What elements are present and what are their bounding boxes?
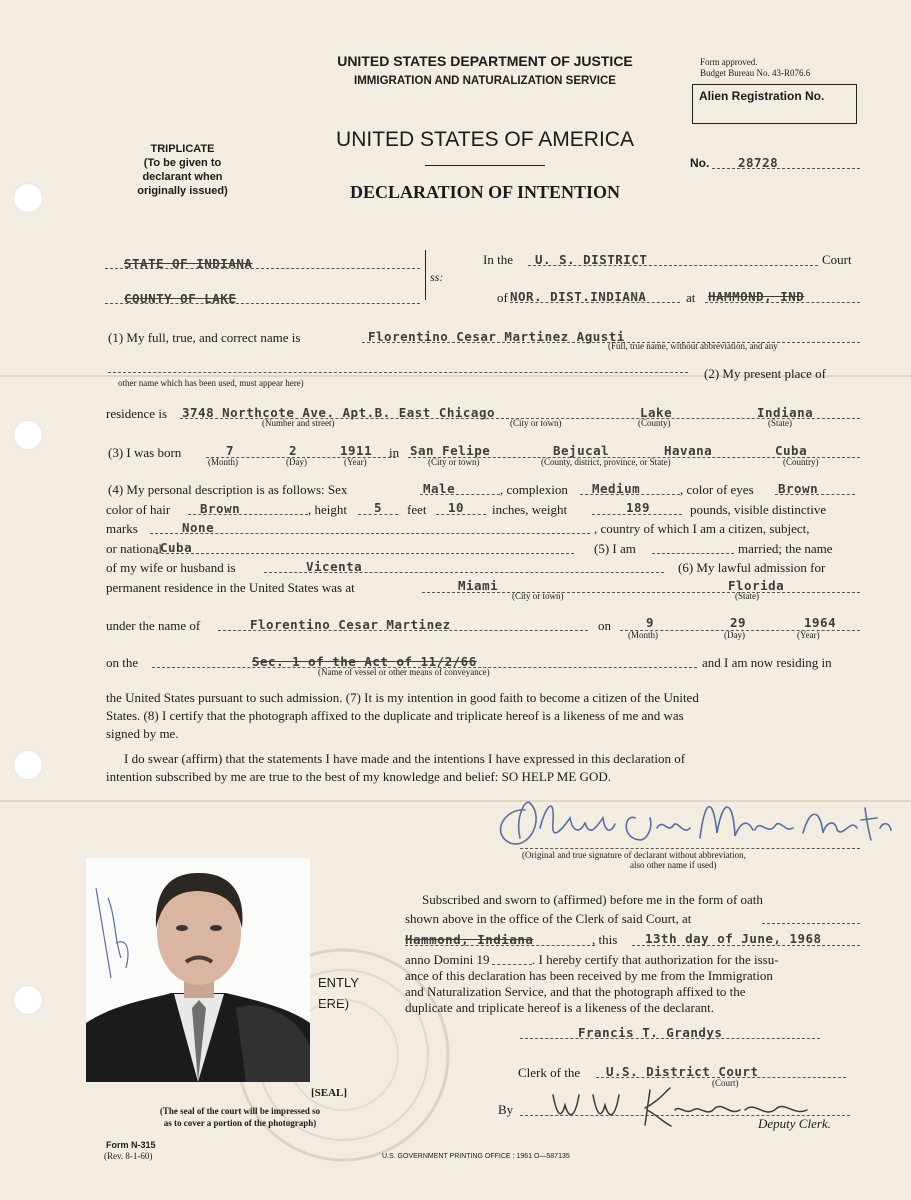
admit-year-value: 1964	[804, 615, 837, 630]
caption-admit-year: (Year)	[797, 630, 820, 640]
feet-value: 5	[374, 500, 383, 515]
district-value: NOR. DIST.INDIANA	[510, 289, 647, 304]
sworn-line: and Naturalization Service, and that the photograph affixed to the	[405, 984, 746, 999]
married-label: (5) I am	[594, 541, 636, 556]
national-line	[156, 553, 574, 554]
weight-label: inches, weight	[492, 502, 568, 517]
service-heading: IMMIGRATION AND NATURALIZATION SERVICE	[354, 75, 616, 87]
under-name-label: under the name of	[106, 618, 201, 633]
printing-office: U.S. GOVERNMENT PRINTING OFFICE : 1961 O—587135	[382, 1153, 570, 1160]
spouse-label: of my wife or husband is	[106, 560, 236, 575]
caption-admit-day: (Day)	[724, 630, 745, 640]
other-name-caption: other name which has been used, must appear here)	[118, 378, 304, 388]
in-label: in	[389, 445, 400, 460]
sworn-line: duplicate and triplicate hereof is a likeness of the declarant.	[405, 1000, 714, 1015]
city-value: HAMMOND, IND	[708, 289, 805, 304]
court-label: Court	[822, 252, 852, 267]
by-label: By	[498, 1102, 514, 1117]
signature-caption: (Original and true signature of declarant without abbreviation,	[522, 850, 746, 860]
county-value: COUNTY OF LAKE	[124, 291, 237, 306]
clerk-court-value: U.S. District Court	[606, 1064, 759, 1079]
residence-county-value: Lake	[640, 405, 673, 420]
permanent-residence-label: permanent residence in the United States was at	[106, 580, 355, 595]
inches-value: 10	[448, 500, 465, 515]
birth-province-value: Havana	[664, 443, 713, 458]
caption-day: (Day)	[286, 457, 307, 467]
caption-birth-city: (City or town)	[428, 457, 480, 467]
triplicate-note: declarant when	[142, 171, 223, 183]
sworn-line: anno Domini 19	[405, 952, 490, 967]
residence-state-value: Indiana	[757, 405, 814, 420]
triplicate-note: originally issued)	[137, 185, 228, 197]
page-title: DECLARATION OF INTENTION	[349, 182, 621, 202]
caption-city: (City or town)	[510, 418, 562, 428]
birth-month-value: 7	[226, 443, 235, 458]
caption-birth-county: (County, district, province, or State)	[541, 457, 671, 467]
caption-admit-city: (City or town)	[512, 591, 564, 601]
triplicate-block	[110, 142, 255, 198]
on-the-label: on the	[106, 655, 139, 670]
complexion-value: Medium	[592, 481, 641, 496]
triplicate-note: (To be given to	[143, 157, 222, 169]
statement-line: States. (8) I certify that the photograph affixed to the duplicate and triplicate hereof is a likeness of me and was	[106, 708, 684, 723]
sworn-place-value: Hammond, Indiana	[405, 932, 534, 947]
height-label: , height	[308, 502, 347, 517]
pounds-label: pounds, visible distinctive	[690, 502, 827, 517]
caption-month: (Month)	[208, 457, 238, 467]
vessel-value: Sec. 1 of the Act of 11/2/66	[252, 654, 477, 669]
sworn-this-label: , this	[592, 932, 618, 947]
residing-label: and I am now residing in	[702, 655, 832, 670]
birth-year-value: 1911	[340, 443, 373, 458]
caption-admit-month: (Month)	[628, 630, 658, 640]
number-label: No.	[690, 156, 710, 170]
sworn-line: ance of this declaration has been received by me from the Immigration	[405, 968, 773, 983]
court-name-value: U. S. DISTRICT	[535, 252, 648, 267]
deputy-clerk-label: Deputy Clerk.	[758, 1116, 831, 1131]
admit-month-value: 9	[646, 615, 655, 630]
declarant-signature-line	[520, 848, 860, 849]
punch-hole	[13, 183, 43, 213]
number-value: 28728	[738, 155, 779, 170]
triplicate-label: TRIPLICATE	[150, 143, 215, 155]
declarant-photograph	[86, 858, 310, 1082]
admission-label: (6) My lawful admission for	[678, 560, 826, 575]
state-value: STATE OF INDIANA	[124, 256, 253, 271]
admit-city-value: Miami	[458, 578, 499, 593]
weight-value: 189	[626, 500, 651, 515]
form-approved: Form approved.	[700, 57, 758, 67]
eyes-value: Brown	[778, 481, 819, 496]
in-the-label: In the	[483, 252, 513, 267]
complexion-label: , complexion	[500, 482, 568, 497]
caption-year: (Year)	[344, 457, 367, 467]
title-rule	[425, 165, 545, 166]
seal-label: [SEAL]	[311, 1087, 348, 1099]
sex-value: Male	[423, 481, 456, 496]
national-label: or national	[106, 541, 162, 556]
clerk-of-label: Clerk of the	[518, 1065, 581, 1080]
citizen-label: , country of which I am a citizen, subject,	[594, 521, 810, 536]
admit-state-value: Florida	[728, 578, 785, 593]
national-value: Cuba	[160, 540, 193, 555]
spouse-value: Vicenta	[306, 559, 363, 574]
form-revision: (Rev. 8-1-60)	[104, 1151, 153, 1161]
photo-placeholder-text: ERE)	[318, 996, 350, 1011]
punch-hole	[13, 985, 43, 1015]
caption-court: (Court)	[712, 1078, 739, 1088]
oath-line: intention subscribed by me are true to the best of my knowledge and belief: SO HELP ME GOD.	[106, 769, 611, 784]
birth-country-value: Cuba	[775, 443, 808, 458]
street-value: 3748 Northcote Ave. Apt.B. East Chicago	[182, 405, 495, 420]
alien-registration-box	[692, 84, 857, 124]
hair-value: Brown	[200, 501, 241, 516]
q2-label: (2) My present place of	[704, 366, 827, 381]
married-line	[652, 553, 734, 554]
statement-line: the United States pursuant to such admission. (7) It is my intention in good faith to become a citizen of the United	[106, 690, 699, 705]
number-line	[712, 168, 860, 169]
q1-label: (1) My full, true, and correct name is	[108, 330, 301, 345]
sworn-line: shown above in the office of the Clerk of said Court, at	[405, 911, 692, 926]
clerk-name-value: Francis T. Grandys	[578, 1025, 723, 1040]
seal-note-line: (The seal of the court will be impressed so	[159, 1106, 321, 1116]
alien-registration-label: Alien Registration No.	[699, 89, 825, 103]
hair-label: color of hair	[106, 502, 171, 517]
feet-label: feet	[407, 502, 427, 517]
seal-note-line: as to cover a portion of the photograph)	[163, 1118, 317, 1128]
of-label: of	[497, 290, 508, 305]
sworn-place-blank	[762, 923, 860, 924]
caption-admit-state: (State)	[735, 591, 759, 601]
anno-line	[492, 964, 532, 965]
birth-county-value: Bejucal	[553, 443, 610, 458]
oath-line: I do swear (affirm) that the statements I have made and the intentions I have expressed in this declaration of	[124, 751, 686, 766]
marks-label: marks	[106, 521, 138, 536]
sworn-line: Subscribed and sworn to (affirmed) before me in the form of oath	[422, 892, 763, 907]
at-label: at	[686, 290, 696, 305]
other-name-line	[108, 372, 688, 373]
statement-line: signed by me.	[106, 726, 179, 741]
country-heading: UNITED STATES OF AMERICA	[336, 128, 634, 151]
full-name-value: Florentino Cesar Martinez Agusti	[368, 329, 625, 344]
venue-brace	[422, 250, 426, 300]
eyes-label: , color of eyes	[680, 482, 754, 497]
admit-name-value: Florentino Cesar Martinez	[250, 617, 451, 632]
signature-caption: also other name if used)	[630, 860, 717, 870]
punch-hole	[13, 750, 43, 780]
admit-day-value: 29	[730, 615, 747, 630]
name-caption: (Full, true name, without abbreviation, and any	[608, 341, 778, 351]
residence-label: residence is	[106, 406, 168, 421]
ss-label: ss:	[430, 270, 444, 284]
birth-day-value: 2	[289, 443, 298, 458]
description-label: (4) My personal description is as follows: Sex	[108, 482, 348, 497]
budget-bureau: Budget Bureau No. 43-R076.6	[700, 68, 811, 78]
marks-value: None	[182, 520, 215, 535]
sworn-date-value: 13th day of June, 1968	[645, 931, 822, 946]
birth-city-value: San Felipe	[410, 443, 491, 458]
punch-hole	[13, 420, 43, 450]
vessel-caption: (Name of vessel or other means of conveyance)	[318, 667, 490, 677]
photo-placeholder-text: ENTLY	[318, 975, 359, 990]
caption-county: (County)	[638, 418, 671, 428]
born-label: (3) I was born	[108, 445, 182, 460]
marks-line	[150, 533, 590, 534]
caption-state: (State)	[768, 418, 792, 428]
caption-birth-country: (Country)	[783, 457, 819, 467]
on-label: on	[598, 618, 611, 633]
seal-note	[120, 1105, 360, 1129]
married-label-2: married; the name	[738, 541, 833, 556]
caption-street: (Number and street)	[262, 418, 335, 428]
sworn-line: . I hereby certify that authorization for the issu-	[532, 952, 779, 967]
department-heading: UNITED STATES DEPARTMENT OF JUSTICE	[337, 53, 633, 69]
form-number: Form N-315	[106, 1140, 156, 1150]
